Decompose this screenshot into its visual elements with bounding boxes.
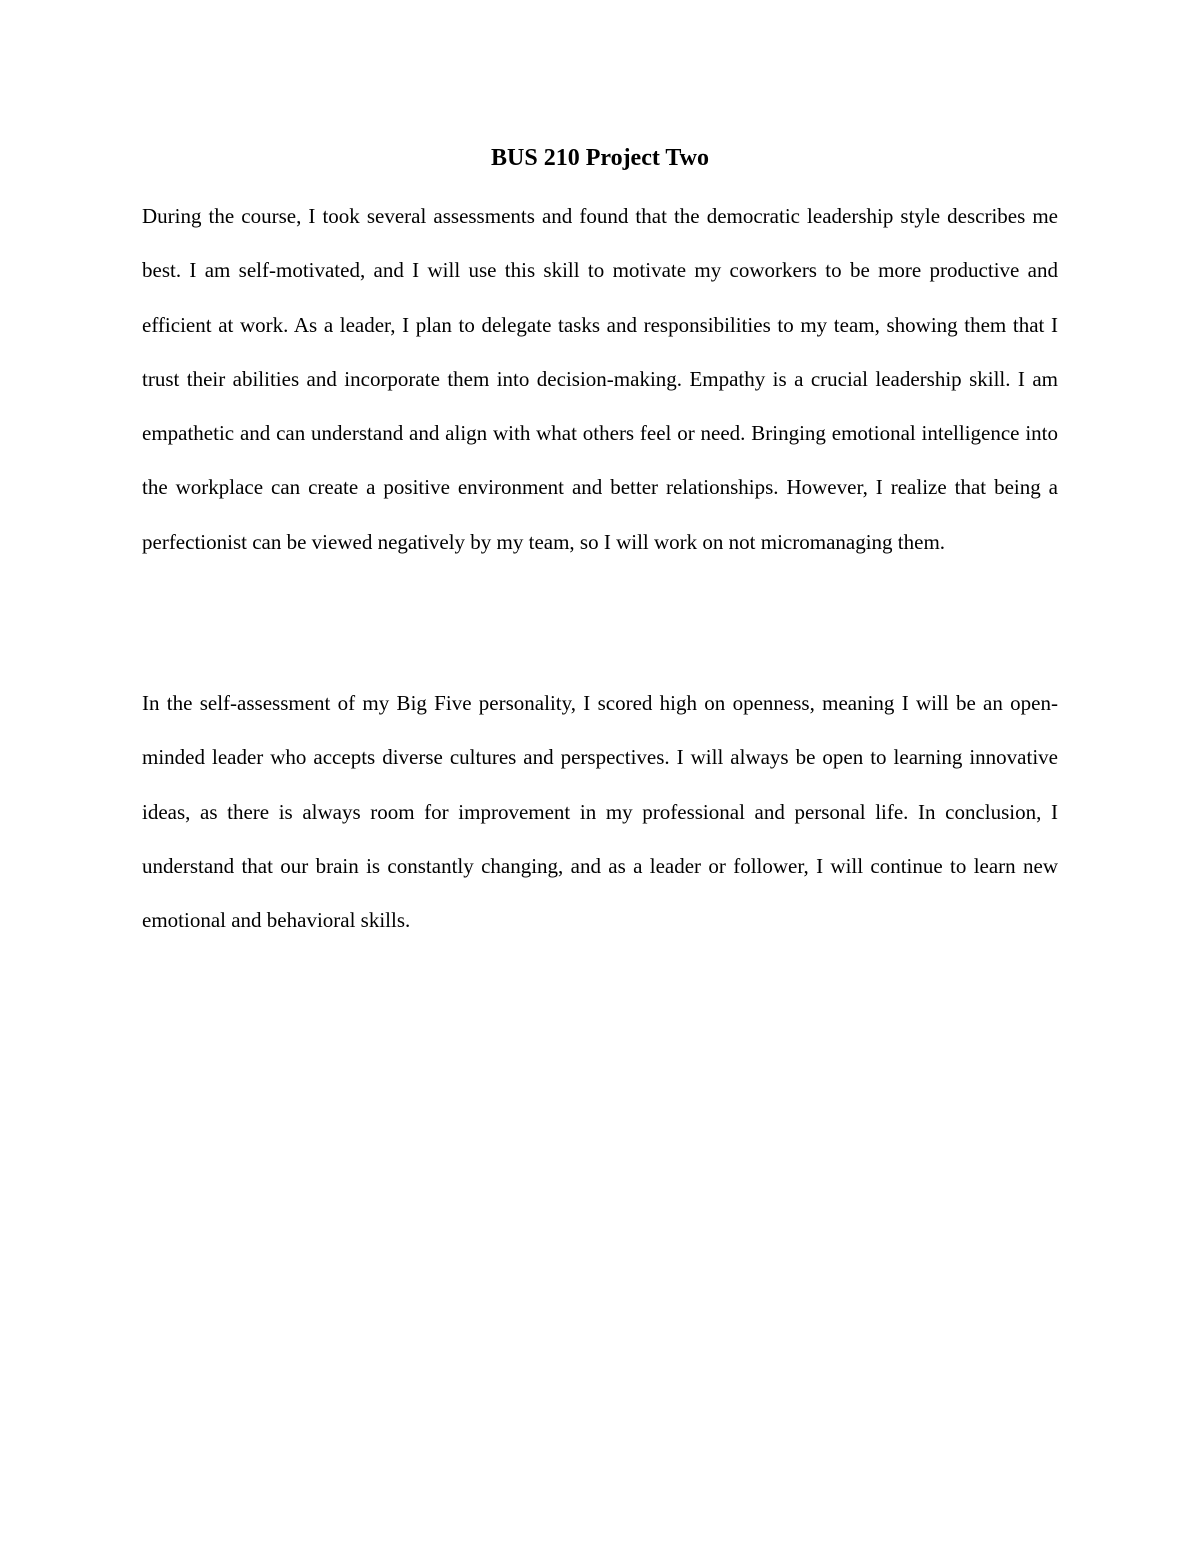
paragraph-leadership-style: During the course, I took several assessments and found that the democratic leadership style describes me best. I am self-motivated, and I will use this skill to motivate my coworkers to be more productive and efficient at work. As a leader, I plan to delegate tasks and responsibilities to my team, showing them that I trust their abilities and incorporate them into decision-making. Empathy is a crucial leadership skill. I am empathetic and can understand and align with what others feel or need. Bringing emotional intelligence into the workplace can create a positive environment and better relationships. However, I realize that being a perfectionist can be viewed negatively by my team, so I will work on not micromanaging them. (142, 204, 1058, 554)
paragraph-big-five: In the self-assessment of my Big Five personality, I scored high on openness, meaning I will be an open-minded leader who accepts diverse cultures and perspectives. I will always be open to learning innovative ideas, as there is always room for improvement in my professional and personal life. In conclusion, I understand that our brain is constantly changing, and as a leader or follower, I will continue to learn new emotional and behavioral skills. (142, 691, 1058, 933)
document-title: BUS 210 Project Two (491, 145, 709, 171)
